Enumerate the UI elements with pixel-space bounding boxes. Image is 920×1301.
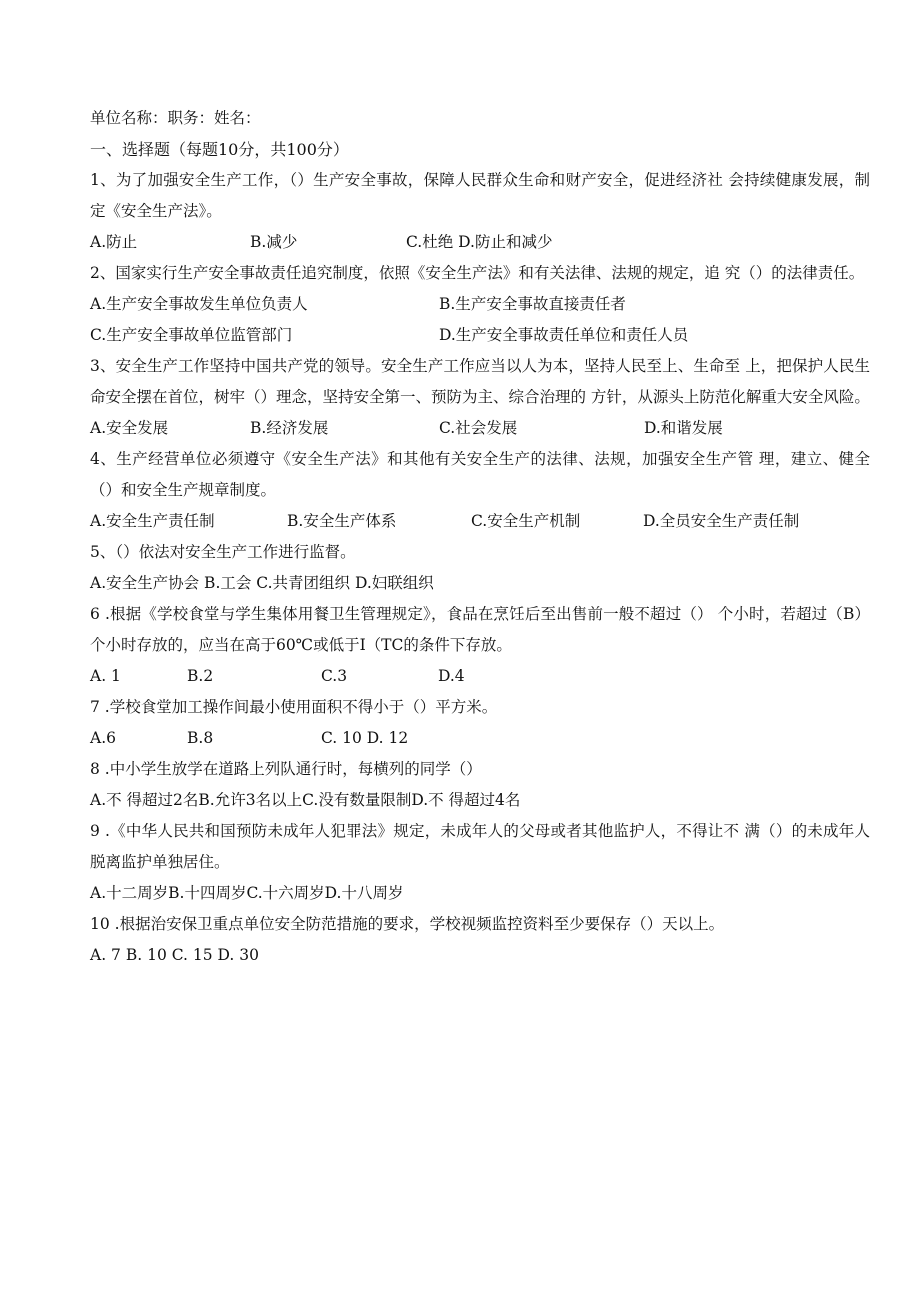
info-line: 单位名称：职务：姓名： <box>90 109 261 127</box>
question-text: 5、（）依法对安全生产工作进行监督。 <box>90 543 356 561</box>
option: B.2 <box>187 667 214 685</box>
exam-page <box>90 103 870 971</box>
option: A. 7 B. 10 C. 15 D. 30 <box>90 946 259 964</box>
question-8 <box>90 754 870 816</box>
option: C. 10 D. 12 <box>321 729 409 747</box>
question-text: 1、为了加强安全生产工作，（）生产安全事故，保障人民群众生命和财产安全，促进经济社 会持续健康发展，制定《安全生产法》。 <box>90 171 870 220</box>
options-row <box>90 413 870 444</box>
question-5 <box>90 537 870 599</box>
question-text: 8 .中小学生放学在道路上列队通行时，每横列的同学（） <box>90 760 482 778</box>
question-text: 10 .根据治安保卫重点单位安全防范措施的要求，学校视频监控资料至少要保存（）天以上。 <box>90 915 725 933</box>
question-text: 6 .根据《学校食堂与学生集体用餐卫生管理规定》，食品在烹饪后至出售前一般不超过（） 个小时，若超过（B）个小时存放的，应当在高于60℃或低于I（TC的条件下存放。 <box>90 605 870 654</box>
option: D.生产安全事故责任单位和责任人员 <box>439 326 689 344</box>
options-row <box>90 568 870 599</box>
option: A.安全生产协会 B.工会 C.共青团组织 D.妇联组织 <box>90 574 434 592</box>
options-row <box>90 227 870 258</box>
option: A. 1 <box>90 667 121 685</box>
options-row <box>90 289 870 320</box>
option: B.8 <box>187 729 214 747</box>
option: A.十二周岁B.十四周岁C.十六周岁D.十八周岁 <box>90 884 404 902</box>
options-row <box>90 723 870 754</box>
options-row <box>90 320 870 351</box>
option: A.6 <box>90 729 116 747</box>
option: A.安全生产责任制 <box>90 512 215 530</box>
option: B.减少 <box>250 233 298 251</box>
question-2 <box>90 258 870 351</box>
option: C.3 <box>321 667 348 685</box>
options-row <box>90 785 870 816</box>
option: C.生产安全事故单位监管部门 <box>90 326 293 344</box>
option: A.生产安全事故发生单位负责人 <box>90 295 308 313</box>
question-7 <box>90 692 870 754</box>
question-text: 3、安全生产工作坚持中国共产党的领导。安全生产工作应当以人为本，坚持人民至上、生命至 上，把保护人民生命安全摆在首位，树牢（）理念，坚持安全第一、预防为主、综合治理的 方针，从源头上防范化解重大安全风险。 <box>90 357 870 406</box>
option: D.和谐发展 <box>644 419 723 437</box>
option: B.生产安全事故直接责任者 <box>439 295 626 313</box>
option: B.安全生产体系 <box>287 512 397 530</box>
question-1 <box>90 165 870 258</box>
option: B.经济发展 <box>250 419 329 437</box>
option: C.安全生产机制 <box>471 512 581 530</box>
option: C.杜绝 D.防止和减少 <box>406 233 553 251</box>
option: A.不 得超过2名B.允许3名以上C.没有数量限制D.不 得超过4名 <box>90 791 521 809</box>
question-6 <box>90 599 870 692</box>
option: D.全员安全生产责任制 <box>643 512 800 530</box>
question-3 <box>90 351 870 444</box>
question-text: 2、国家实行生产安全事故责任追究制度，依照《安全生产法》和有关法律、法规的规定，追 究（）的法律责任。 <box>90 264 865 282</box>
options-row <box>90 506 870 537</box>
options-row <box>90 878 870 909</box>
question-text: 9 .《中华人民共和国预防未成年人犯罪法》规定，未成年人的父母或者其他监护人，不得让不 满（）的未成年人脱离监护单独居住。 <box>90 822 870 871</box>
option: A.防止 <box>90 233 138 251</box>
options-row <box>90 940 870 971</box>
question-10 <box>90 909 870 971</box>
option: D.4 <box>438 667 465 685</box>
section-title: 一、选择题（每题10分，共100分） <box>90 140 349 159</box>
question-4 <box>90 444 870 537</box>
question-text: 7 .学校食堂加工操作间最小使用面积不得小于（）平方米。 <box>90 698 498 716</box>
option: C.社会发展 <box>439 419 518 437</box>
options-row <box>90 661 870 692</box>
question-text: 4、生产经营单位必须遵守《安全生产法》和其他有关安全生产的法律、法规，加强安全生产管 理，建立、健全（）和安全生产规章制度。 <box>90 450 870 499</box>
question-9 <box>90 816 870 909</box>
option: A.安全发展 <box>90 419 169 437</box>
